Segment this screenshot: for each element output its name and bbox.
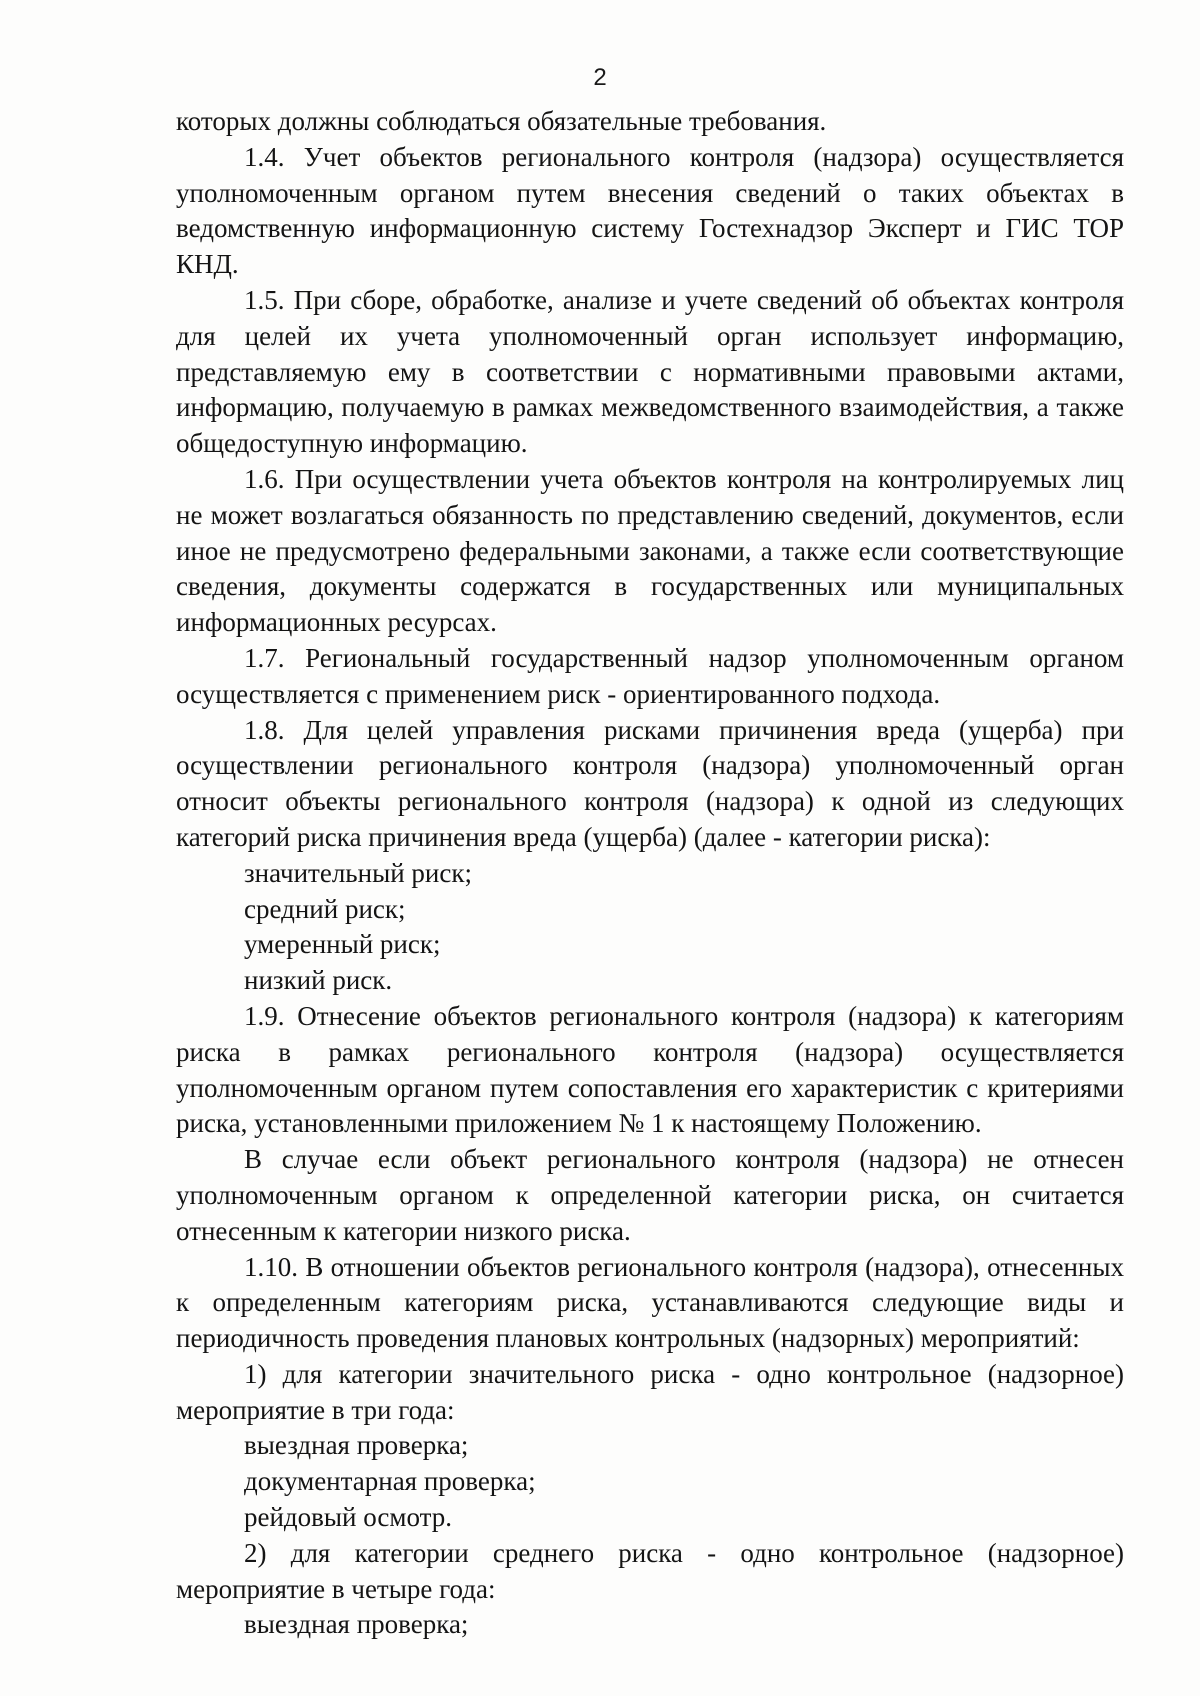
paragraph-1-7: 1.7. Региональный государственный надзор уполномоченным органом осуществляется с применением риск - ориентированного подхода. bbox=[176, 642, 1124, 709]
document-body bbox=[176, 104, 1124, 1643]
list-item-risk-moderate: умеренный риск; bbox=[244, 929, 441, 960]
paragraph-1-10: 1.10. В отношении объектов регионального контроля (надзора), отнесенных к определенным категориям риска, устанавливаются следующие виды и периодичность проведения плановых контрольных (надзорных) мероприятий: bbox=[176, 1251, 1124, 1354]
paragraph-1-4: 1.4. Учет объектов регионального контроля (надзора) осуществляется уполномоченным органом путем внесения сведений о таких объектах в ведомственную информационную систему Гостехнадзор Эксперт и ГИС ТОР КНД. bbox=[176, 141, 1124, 280]
list-item-risk-low: низкий риск. bbox=[244, 965, 393, 996]
paragraph-1-6: 1.6. При осуществлении учета объектов контроля на контролируемых лиц не может возлагаться обязанность по представлению сведений, документов, если иное не предусмотрено федеральными законами, а также если соответствующие сведения, документы содержатся в государственных или муниципальных информационных ресурсах. bbox=[176, 463, 1124, 638]
paragraph-default-category: В случае если объект регионального контроля (надзора) не отнесен уполномоченным органом к определенной категории риска, он считается отнесенным к категории низкого риска. bbox=[176, 1144, 1124, 1246]
paragraph-1-9: 1.9. Отнесение объектов регионального контроля (надзора) к категориям риска в рамках регионального контроля (надзора) осуществляется уполномоченным органом путем сопоставления его характеристик с критериями риска, установленными приложением № 1 к настоящему Положению. bbox=[176, 1000, 1124, 1139]
list-item-risk-medium: средний риск; bbox=[244, 893, 406, 924]
list-item-documentary-inspection: документарная проверка; bbox=[244, 1466, 536, 1497]
paragraph-item-1: 1) для категории значительного риска - одно контрольное (надзорное) мероприятие в три года: bbox=[176, 1358, 1124, 1425]
paragraph-item-2: 2) для категории среднего риска - одно контрольное (надзорное) мероприятие в четыре года: bbox=[176, 1537, 1124, 1604]
list-item-field-inspection: выездная проверка; bbox=[244, 1430, 469, 1461]
list-item-raid-inspection: рейдовый осмотр. bbox=[244, 1502, 453, 1533]
paragraph-1-8: 1.8. Для целей управления рисками причинения вреда (ущерба) при осуществлении регионального контроля (надзора) уполномоченный орган относит объекты регионального контроля (надзора) к одной из следующих категорий риска причинения вреда (ущерба) (далее - категории риска): bbox=[176, 714, 1124, 852]
page-number: 2 bbox=[593, 64, 607, 91]
paragraph-1-5: 1.5. При сборе, обработке, анализе и учете сведений об объектах контроля для целей их учета уполномоченный орган использует информацию, представляемую ему в соответствии с нормативными правовыми актами, информацию, получаемую в рамках межведомственного взаимодействия, а также общедоступную информацию. bbox=[176, 284, 1124, 459]
list-item-risk-significant: значительный риск; bbox=[244, 857, 472, 888]
list-item-field-inspection-2: выездная проверка; bbox=[244, 1609, 469, 1640]
paragraph-continuation: которых должны соблюдаться обязательные требования. bbox=[176, 106, 827, 136]
